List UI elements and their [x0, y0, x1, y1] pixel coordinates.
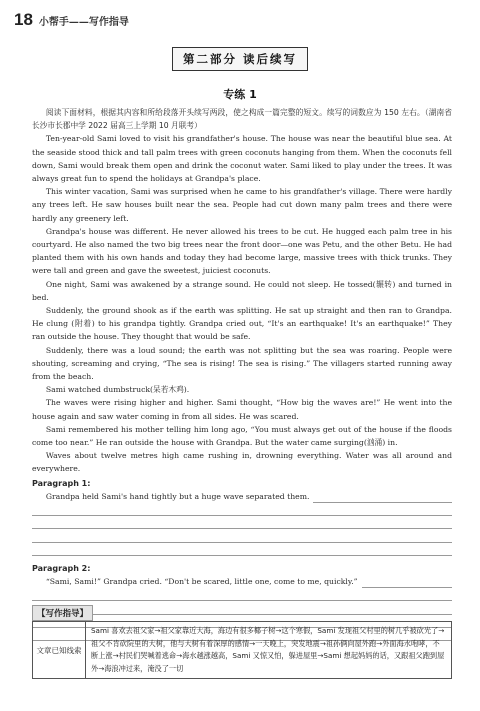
paragraph1-start: Grandpa held Sami's hand tightly but a huge wave separated them. — [45, 491, 310, 501]
section-banner — [172, 47, 308, 71]
answer-line[interactable] — [32, 503, 452, 516]
paragraph1-start-line — [32, 490, 452, 503]
book-title: 小帮手——写作指导 — [38, 17, 129, 28]
story-paragraph: Grandpa's house was different. He never allowed his trees to be cut. He hugged each palm tree in his courtyard. He also named the two big trees near the front door—one was Petu, and the other Betu. He had planted them with his own hands and today they had become large, massive trees with thick trunks. They were tall and green and gave the sweetest, juiciest coconuts. — [32, 226, 452, 276]
writing-guide-heading — [32, 601, 93, 621]
answer-line[interactable] — [32, 529, 452, 542]
story-paragraph: Waves about twelve metres high came rushing in, drowning everything. Water was all around and everywhere. — [32, 451, 452, 474]
paragraph2-start: “Sami, Sami!” Grandpa cried. “Don't be scared, little one, come to me, quickly.” — [45, 577, 358, 587]
story-paragraph: Ten-year-old Sami loved to visit his grandfather's house. The house was near the beautiful blue sea. At the seaside stood thick and tall palm trees with green coconuts hanging from them. When the coconuts fell down, Sami would break them open and drink the coconut water. Sami liked to play under the trees. It was always great fun to spend the holidays at Grandpa's place. — [32, 134, 452, 184]
story-paragraph: Suddenly, there was a loud sound; the earth was not splitting but the sea was roaring. People were shouting, screaming and crying, “The sea is rising! The sea is rising.” The villagers started running away from the beach. — [32, 345, 452, 382]
answer-line[interactable] — [32, 588, 452, 601]
instructions: 阅读下面材料，根据其内容和所给段落开头续写两段，使之构成一篇完整的短文。续写的词数应为 150 左右。（湖南省长沙市长郡中学 2022 届高三上学期 10 月联考） — [32, 108, 452, 131]
exercise-title: 专练 1 — [223, 88, 257, 101]
story-paragraph: The waves were rising higher and higher. Sami thought, “How big the waves are!” He went into the house again and saw water coming in from all sides. He was scared. — [32, 398, 452, 421]
paragraph2-label: Paragraph 2: — [32, 563, 91, 573]
clues-text: Sami 喜欢去祖父家→祖父家靠近大海，海边有很多椰子树→这个寒假，Sami 发现祖父村里的树几乎被砍光了→祖父不肯砍院里的大树，他与大树有着深厚的感情→一天晚上，突发地震→祖孙俩向屋外跑→外面海水咆哮，不断上涨→村民们哭喊着逃命→海水越涨越高，Sami 又惊又怕，躲进屋里→Sami 想起妈妈的话，又跟祖父跑到屋外→海浪冲过来，淹没了一切 — [91, 626, 445, 673]
story-paragraph: Sami watched dumbstruck(呆若木鸡). — [45, 385, 190, 395]
section-title: 第二部分 读后续写 — [182, 52, 297, 66]
story-paragraph: One night, Sami was awakened by a strange sound. He could not sleep. He tossed(辗转) and turned in bed. — [32, 279, 452, 302]
page-number: 18 — [14, 10, 33, 29]
clues-label: 文章已知线索 — [33, 622, 86, 678]
story-paragraph: Suddenly, the ground shook as if the earth was splitting. He sat up straight and then ran to Grandpa. He clung (附着) to his grandpa tightly. Grandpa cried out, “It's an earthquake! It's an earthquake!” They ran outside the house. They thought that would be safe. — [32, 306, 452, 342]
story-paragraph: This winter vacation, Sami was surprised when he came to his grandfather's village. There were hardly any trees left. He saw houses built near the sea. People had cut down many palm trees and there were hardly any greenery left. — [32, 187, 452, 223]
answer-line[interactable] — [313, 493, 452, 503]
answer-line[interactable] — [32, 601, 452, 614]
paragraph1-label: Paragraph 1: — [32, 478, 91, 488]
answer-line[interactable] — [32, 543, 452, 556]
page-header — [14, 10, 129, 30]
answer-line[interactable] — [362, 578, 452, 588]
answer-line[interactable] — [32, 516, 452, 529]
writing-guide-table — [32, 621, 452, 679]
article-body — [32, 106, 452, 641]
story-paragraph: Sami remembered his mother telling him long ago, “You must always get out of the house if the floods come too near.” He ran outside the house with Grandpa. But the water came surging(汹涌) in. — [32, 424, 452, 448]
writing-guide-label: 【写作指导】 — [32, 605, 93, 621]
paragraph2-start-line — [32, 575, 452, 588]
